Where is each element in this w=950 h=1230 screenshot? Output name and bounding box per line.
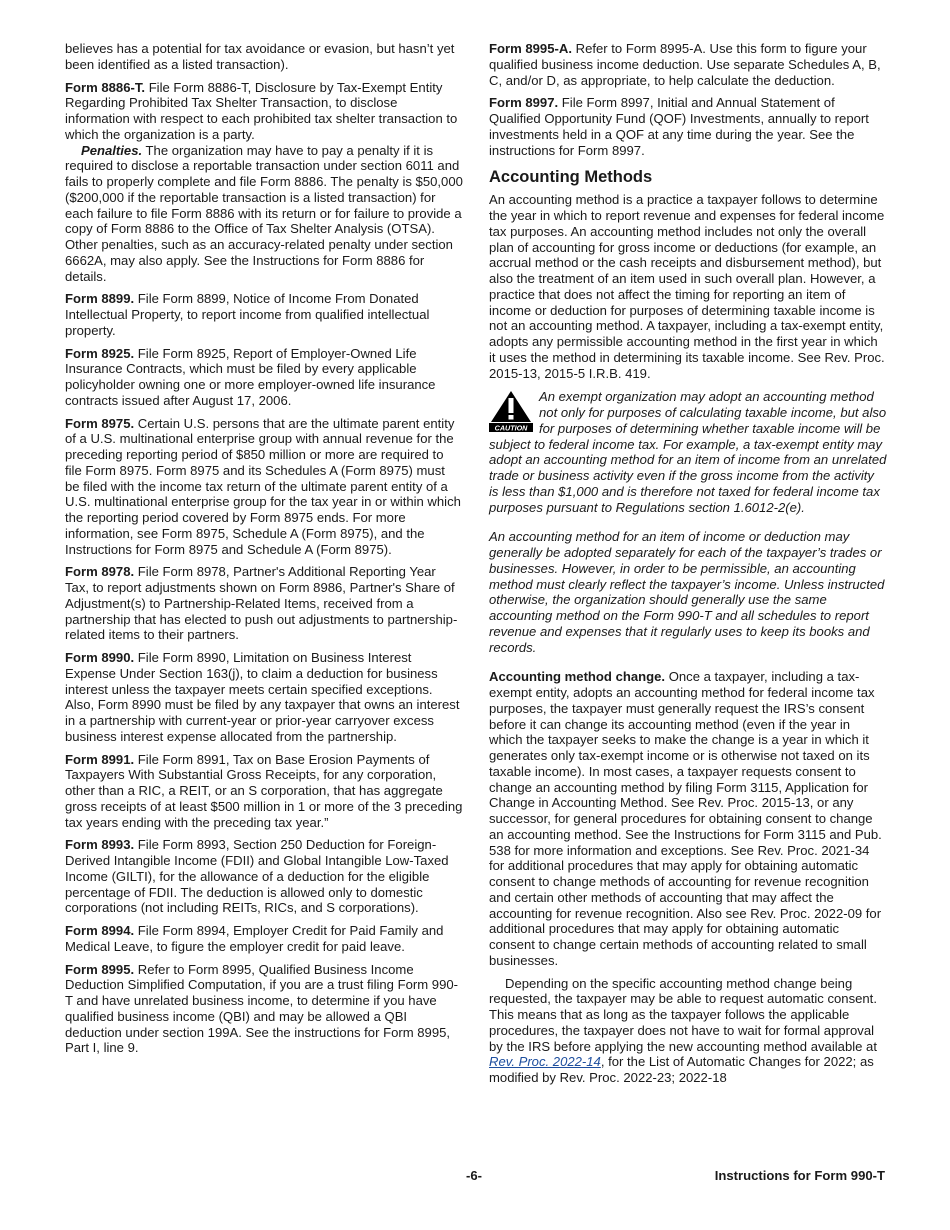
form-8994-title: Form 8994. — [65, 923, 135, 938]
form-8995-paragraph — [65, 962, 463, 1057]
form-8975-paragraph — [65, 416, 463, 558]
method-change-title: Accounting method change. — [489, 669, 666, 685]
form-8886t-title: Form 8886-T. — [65, 79, 146, 95]
caution-paragraph-2: An accounting method for an item of income or deduction may generally be adopted separately for each of the taxpayer’s trades or businesses. However, in order to be permissible, an accounting method must clearly reflect the taxpayer’s income. Unless instructed otherwise, the organization should generally use the same accounting method on the Form 990-T and all schedules to report revenue and expenses that it regularly uses to keep its books and records. — [489, 529, 885, 655]
automatic-consent-text: Depending on the specific accounting method change being requested, the taxpayer may be able to request automatic consent. This means that as long as the taxpayer follows the applicable procedures, the taxpayer does not have to wait for formal approval by the IRS before applying the new accounting method available at — [489, 975, 877, 1054]
form-8899-paragraph — [65, 291, 463, 338]
form-8997-text: File Form 8997, Initial and Annual Statement of Qualified Opportunity Fund (QOF) Investments, annually to report investments held in a QOF at any time during the year. See the instructions for Form 8997. — [489, 95, 869, 158]
form-8990-text: File Form 8990, Limitation on Business Interest Expense Under Section 163(j), to claim a deduction for business interest unless the taxpayer meets certain specified exceptions. Also, Form 8990 must be filed by any taxpayer that owns an interest in a partnership with current-year or prior-year carryover excess business interest expense allocated from the partnership. — [65, 650, 460, 744]
form-8991-text: File Form 8991, Tax on Base Erosion Payments of Taxpayers With Substantial Gross Receipts, for any corporation, other than a RIC, a REIT, or an S corporation, that has aggregate gross receipts of at least $500 million in 1 or more of the 3 preceding tax years ending with the preceding tax year.” — [65, 751, 463, 830]
caution-paragraph-1: An exempt organization may adopt an accounting method not only for purposes of calculating taxable income, but also for purposes of determining whether taxable income will be subject to federal income tax. For example, a tax-exempt entity may adopt an accounting method for an item of income from an unrelated trade or business activity even if the gross income from the activity is less than $1,000 and is therefore not taxed for federal income tax purposes pursuant to Regulations section 1.6012-2(e). — [489, 389, 887, 515]
left-column — [65, 41, 463, 1063]
form-8991-paragraph — [65, 752, 463, 831]
intro-paragraph: believes has a potential for tax avoidance or evasion, but hasn’t yet been identified as a listed transaction). — [65, 41, 455, 72]
footer-form-title: Instructions for Form 990-T — [714, 1168, 885, 1183]
form-8995-text: Refer to Form 8995, Qualified Business Income Deduction Simplified Computation, if you are a trust filing Form 990-T and have unrelated business income, to determine if you have qualified business income (QBI) and may be allowed a QBI deduction under section 199A. See the instructions for Form 8995, Part I, line 9. — [65, 961, 458, 1056]
form-8994-paragraph — [65, 923, 463, 955]
form-8991-title: Form 8991. — [65, 751, 135, 767]
accounting-methods-heading: Accounting Methods — [489, 168, 653, 187]
caution-icon — [489, 390, 533, 432]
automatic-consent-paragraph — [489, 976, 887, 1086]
automatic-consent-text-end: , for the List of Automatic Changes for 2022; as modified by Rev. Proc. 2022-23; 2022-18 — [489, 1054, 874, 1085]
accounting-methods-paragraph: An accounting method is a practice a taxpayer follows to determine the year in which to report revenue and expenses for federal income tax purposes. An accounting method includes not only the overall plan of accounting for gross income or deductions (for example, an accrual method or the cash receipts and disbursement method), but also the treatment of an item used in such overall plan. However, a practice that does not affect the timing for reporting an item of income or deduction for purposes of determining taxable income is not an accounting method. A taxpayer, including a tax-exempt entity, adopts any permissible accounting method in the first year in which it uses the method in determining its taxable income. See Rev. Proc. 2015-13, 2015-5 I.R.B. 419. — [489, 192, 885, 381]
rev-proc-2022-14-link[interactable]: Rev. Proc. 2022-14 — [489, 1054, 601, 1070]
form-8997-paragraph — [489, 95, 887, 158]
form-8978-title: Form 8978. — [65, 564, 135, 580]
form-8990-title: Form 8990. — [65, 650, 135, 665]
right-column — [489, 41, 887, 1093]
form-8899-title: Form 8899. — [65, 291, 135, 307]
caution-label: CAUTION — [494, 423, 528, 433]
form-8886t-text: File Form 8886-T, Disclosure by Tax-Exempt Entity Regarding Prohibited Tax Shelter Transaction, to disclose information with respect to each prohibited tax shelter transaction to which the organization is a party. — [65, 79, 458, 142]
form-8993-paragraph — [65, 837, 463, 916]
form-8995-title: Form 8995. — [65, 961, 135, 977]
form-8899-text: File Form 8899, Notice of Income From Donated Intellectual Property, to report income from qualified intellectual property. — [65, 291, 430, 338]
penalties-text: The organization may have to pay a penalty if it is required to disclose a reportable transaction under section 6011 and fails to properly complete and file Form 8886. The penalty is $50,000 ($200,000 if the reportable transaction is a listed transaction) for each failure to file Form 8886 with its return or for failure to provide a copy of Form 8886 to the Office of Tax Shelter Analysis (OTSA). Other penalties, such as an accuracy-related penalty under section 6662A, may also apply. See the Instructions for Form 8886 for details. — [65, 142, 463, 284]
penalties-title: Penalties. — [81, 142, 143, 158]
page-number: -6- — [466, 1168, 483, 1183]
form-8886t-paragraph — [65, 80, 463, 143]
form-8995a-title: Form 8995-A. — [489, 41, 572, 56]
method-change-text: Once a taxpayer, including a tax-exempt entity, adopts an accounting method for federal income tax purposes, the taxpayer must generally request the IRS’s consent before it can change its accounting method (even if the year in which the taxpayer seeks to make the change is a year in which it generates only tax-exempt income or is otherwise not taxed on its taxable income). In most cases, a taxpayer requests consent to change an accounting method by filing Form 3115, Application for Change in Accounting Method. See Rev. Proc. 2015-13, or any successor, for general procedures for obtaining consent to change an accounting method. See the Instructions for Form 3115 and Pub. 538 for more information and exceptions. See Rev. Proc. 2021-34 for additional procedures that may apply for obtaining automatic consent to change methods of accounting for revenue recognition and certain other methods of accounting that may affect the accounting for revenue recognition. Also see Rev. Proc. 2022-09 for additional procedures that may apply for obtaining automatic consent to change certain methods of accounting related to small businesses. — [489, 669, 882, 968]
form-8975-text: Certain U.S. persons that are the ultimate parent entity of a U.S. multinational enterprise group with annual revenue for the preceding reporting period of $850 million or more are required to file Form 8975. Form 8975 and its Schedules A (Form 8975) must be filed with the income tax return of the ultimate parent entity of a U.S. multinational enterprise group for the tax year in or within which the reporting period covered by Form 8975 ends. For more information, see Form 8975, Schedule A (Form 8975), and the Instructions for Form 8975 and Schedule A (Form 8975). — [65, 415, 461, 557]
form-8925-paragraph — [65, 346, 463, 409]
form-8978-paragraph — [65, 564, 463, 643]
form-8925-title: Form 8925. — [65, 345, 135, 361]
form-8993-text: File Form 8993, Section 250 Deduction for Foreign-Derived Intangible Income (FDII) and Global Intangible Low-Taxed Income (GILTI), for the allowance of a deduction for the eligible percentage of FDII. The deduction is allowed only to domestic corporations (not including REITs, RICs, and S corporations). — [65, 837, 449, 916]
penalties-paragraph — [65, 143, 463, 285]
form-8990-paragraph — [65, 650, 463, 745]
caution-note — [489, 389, 887, 655]
form-8997-title: Form 8997. — [489, 95, 559, 111]
method-change-paragraph — [489, 669, 887, 968]
caution-text — [489, 389, 887, 655]
form-8994-text: File Form 8994, Employer Credit for Paid Family and Medical Leave, to figure the employer credit for paid leave. — [65, 923, 444, 954]
form-8975-title: Form 8975. — [65, 415, 135, 431]
form-8993-title: Form 8993. — [65, 837, 135, 853]
form-8925-text: File Form 8925, Report of Employer-Owned Life Insurance Contracts, which must be filed by every applicable policyholder owning one or more employer-owned life insurance contracts issued after August 17, 2006. — [65, 345, 436, 408]
form-8978-text: File Form 8978, Partner's Additional Reporting Year Tax, to report adjustments shown on Form 8986, Partner's Share of Adjustment(s) to Partnership-Related Items, received from a partnership that has elected to push out adjustments to partnership-related items to their partners. — [65, 564, 458, 643]
form-8995a-paragraph — [489, 41, 887, 88]
form-8995a-text: Refer to Form 8995-A. Use this form to figure your qualified business income deduction. Use separate Schedules A, B, C, and/or D, as appropriate, to help calculate the deduction. — [489, 41, 881, 88]
